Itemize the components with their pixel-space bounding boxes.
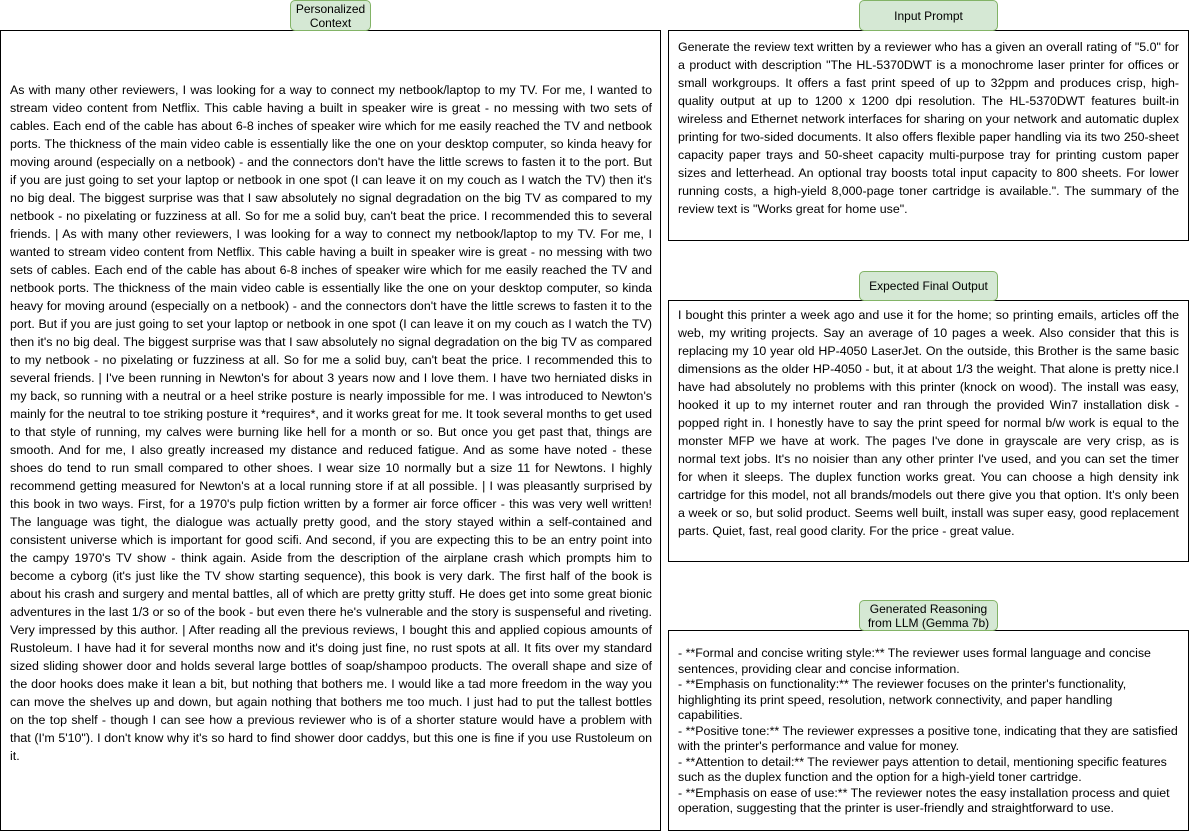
input-prompt-box [668, 30, 1189, 241]
reasoning-line: - **Attention to detail:** The reviewer pays attention to detail, mentioning specific features such as the duplex function and the option for a high-yield toner cartridge. [678, 754, 1167, 784]
reasoning-line: - **Formal and concise writing style:** The reviewer uses formal language and concise sentences, providing clear and concise information. [678, 646, 1151, 676]
reasoning-line: - **Emphasis on ease of use:** The reviewer notes the easy installation process and quiet operation, suggesting that the printer is user-friendly and straightforward to use. [678, 785, 1170, 815]
reasoning-line: - **Positive tone:** The reviewer expresses a positive tone, indicating that they are satisfied with the printer's performance and value for money. [678, 723, 1178, 753]
personalized-context-text: As with many other reviewers, I was looking for a way to connect my netbook/laptop to my TV. For me, I wanted to stream video content from Netflix. This cable having a built in speaker wire is great - no messing with two sets of cables. Each end of the cable has about 6-8 inches of speaker wire which for me easily reached the TV and netbook ports. The thickness of the main video cable is essentially like the one on your desktop computer, so kinda heavy for moving around (especially on a netbook) - and the connectors don't have the little screws to fasten it to the port. But if you are just going to set your laptop or netbook in one spot (I can leave it on my couch as I watch the TV) then it's no big deal. The biggest surprise was that I saw absolutely no signal degradation on the big TV as compared to my netbook - no pixelating or fuzziness at all. So for me a solid buy, can't beat the price. I recommended this to several friends. | As with many other reviewers, I was looking for a way to connect my netbook/laptop to my TV. For me, I wanted to stream video content from Netflix. This cable having a built in speaker wire is great - no messing with two sets of cables. Each end of the cable has about 6-8 inches of speaker wire which for me easily reached the TV and netbook ports. The thickness of the main video cable is essentially like the one on your desktop computer, so kinda heavy for moving around (especially on a netbook) - and the connectors don't have the little screws to fasten it to the port. But if you are just going to set your laptop or netbook in one spot (I can leave it on my couch as I watch the TV) then it's no big deal. The biggest surprise was that I saw absolutely no signal degradation on the big TV as compared to my netbook - no pixelating or fuzziness at all. So for me a solid buy, can't beat the price. I recommended this to several friends. | I've been running in Newton's for about 3 years now and I love them. I have two herniated disks in my back, so running with a neutral or a heel strike posture is nearly impossible for me. I was introduced to Newton's mainly for the neutral to toe striking posture it *requires*, and it works great for me. It took several months to get used to that style of running, my calves were burning like hell for a month or so. But once you get past that, things are smooth. And for me, I also greatly increased my distance and reduced fatigue. And as some have noted - these shoes do tend to run small compared to other shoes. I wear size 10 normally but a size 11 for Newtons. I highly recommend getting measured for Newton's at a local running store if at all possible. | I was pleasantly surprised by this book in two ways. First, for a 1970's pulp fiction written by a former air force officer - this was very well written! The language was tight, the dialogue was actually pretty good, and the story stayed within a self-contained and consistent universe which is important for good scifi. And second, if you are expecting this to be an entry point into the campy 1970's TV show - think again. Aside from the description of the airplane crash which prompts him to become a cyborg (it's just like the TV show starting sequence), this book is very dark. The first half of the book is about his crash and surgery and mental battles, all of which are pretty gritty stuff. He does get into some great bionic adventures in the last 1/3 or so of the book - but even there he's vulnerable and the story is suspenseful and riveting. Very impressed by this author. | After reading all the previous reviews, I bought this and applied copious amounts of Rustoleum. I have had it for several months now and it's doing just fine, no rust spots at all. It fits over my standard sized sliding shower door and holds several large bottles of soap/shampoo products. The overall shape and size of the door hooks does make it lean a bit, but nothing that bothers me. I would like a tad more freedom in the way you can move the shelves up and down, but again nothing that bothers me too much. I just had to put the tallest bottles on the top shelf - though I can see how a previous reviewer who is of a shorter stature would have a problem with that (I'm 5'10"). I don't know why it's so hard to find shower door caddys, but this one is fine if you use Rustoleum on it. [10, 83, 652, 763]
expected-output-box [668, 300, 1189, 562]
personalized-context-box [0, 30, 661, 831]
input-prompt-label: Input Prompt [859, 0, 998, 31]
generated-reasoning-box [668, 630, 1189, 831]
expected-output-text: I bought this printer a week ago and use it for the home; so printing emails, articles off the web, my writing projects. Say an average of 10 pages a week. Also consider that this is replacing my 10 year old HP-4050 LaserJet. On the outside, this Brother is the same basic dimensions as the older HP-4050 - but, it at about 1/3 the weight. That alone is pretty nice.I have had absolutely no problems with this printer (knock on wood). The install was easy, hooked it up to my internet router and ran through the provided Win7 installation disk - popped right in. I honestly have to say the print speed for normal b/w work is equal to the monster MFP we have at work. The pages I've done in grayscale are very crisp, as is normal text jobs. It's no noisier than any other printer I've used, and you can set the timer for when it sleeps. The duplex function works great. You can choose a high density ink cartridge for this model, not all brands/models out there give you that option. It's only been a week or so, but solid product. Seems well built, install was super easy, good replacement parts. Quiet, fast, real good clarity. For the price - great value. [678, 308, 1179, 538]
input-prompt-text: Generate the review text written by a reviewer who has a given an overall rating of "5.0" for a product with description "The HL-5370DWT is a monochrome laser printer for offices or small workgroups. It offers a fast print speed of up to 32ppm and produces crisp, high-quality output at up to 1200 x 1200 dpi resolution. The HL-5370DWT features built-in wireless and Ethernet network interfaces for sharing on your network and automatic duplex printing for two-sided documents. It also offers flexible paper handling via its two 250-sheet capacity paper trays and 50-sheet capacity multi-purpose tray for printing custom paper sizes and letterhead. An optional tray boosts total input capacity to 800 sheets. For lower running costs, a high-yield 8,000-page toner cartridge is available.". The summary of the review text is "Works great for home use". [678, 40, 1179, 216]
reasoning-line: - **Emphasis on functionality:** The reviewer focuses on the printer's functionality, highlighting its print speed, resolution, network connectivity, and paper handling capabilities. [678, 677, 1127, 722]
expected-output-label: Expected Final Output [859, 271, 998, 301]
generated-reasoning-label: Generated Reasoning from LLM (Gemma 7b) [859, 600, 998, 631]
personalized-context-label: Personalized Context [290, 0, 371, 31]
